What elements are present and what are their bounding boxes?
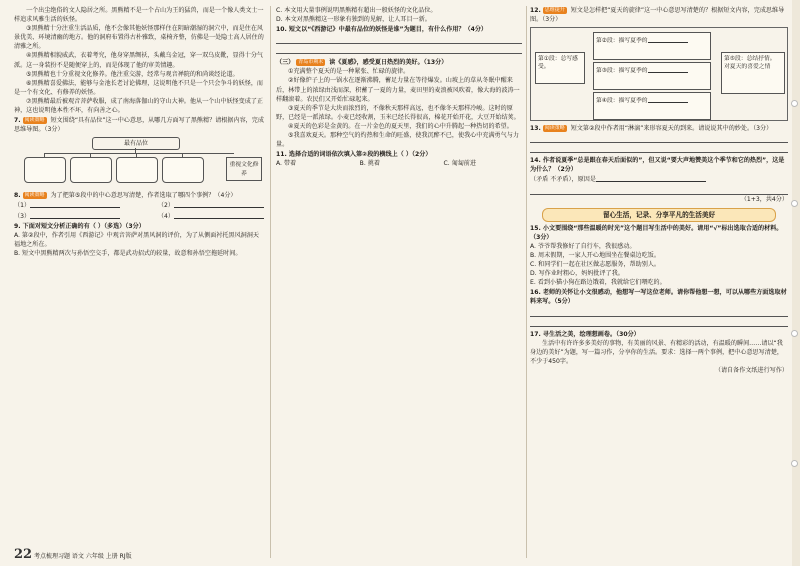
page-number: 22 [14,547,33,562]
option-a[interactable]: A. 带着 [276,160,297,168]
answer-label: （3） [14,212,31,220]
question-number: 8. [14,192,21,200]
paragraph: ③夏天的季节是大块而浓烈的，不像秋天那样高远，也不像冬天那样冷峻。这时的原野，已经是一派浓绿。小麦已经收割，玉米已经长得很高，棉花开始开花，大豆开始结荚。 [276,104,520,121]
strategy-tag: 阅读策略 [24,117,45,124]
question-text: 短文是怎样把“夏天的旋律”这一中心意思写清楚的？根据短文内容，完成思维导图。（3分） [530,7,785,24]
paragraph: ⑤我喜欢夏天。那种空气的灼热和生命的旺盛，使我沉醉不已，使我心中充满勇气与力量。 [276,132,519,149]
binding-hole [791,330,798,337]
question-text: 短文围绕“具有品位”这一中心意思，从哪几方面写了黑熊精？请根据内容，完成思维导图。（3分） [14,117,264,134]
answer-line[interactable] [648,35,688,43]
binding-hole [791,100,798,107]
paragraph: 一个出尘绝俗的文人隐居之所。黑熊精不是一个占山为王的猛兽，而是一个像人类文士一样追求风雅生活的妖怪。 [14,7,264,24]
answer-box[interactable] [24,157,66,183]
mind-map [14,137,264,189]
option-a[interactable]: A. 爷爷帮我修好了自行车，我很感动。 [530,242,636,250]
option-e[interactable]: E. 看到小猫小狗在路边饿着，我就给它们喂吃的。 [530,279,666,287]
answer-line[interactable] [174,211,264,219]
question-8 [14,191,264,200]
option-b[interactable]: B. 短文中黑熊精两次与孙悟空交手，都是武功招式的较量，故意和孙悟空拖延时间。 [14,249,242,257]
binding-hole [791,200,798,207]
paragraph: ④黑熊精相貌威武，衣着考究，他身穿黑绸袄，头戴乌金冠，穿一双乌皮靴，显得十分气派。这一身装扮不是随便穿上的，而是体现了他的审美情趣。 [14,52,264,69]
answer-line[interactable] [30,200,120,208]
option-c[interactable]: C. 和同学们一起在社区做志愿服务，帮助别人。 [530,261,661,269]
right-column [530,6,788,375]
diagram-box [593,32,711,60]
paragraph: ⑥黑熊精喜爱佛法，能够与金池长老讨论佛理，这说明他不只是一个只会争斗的妖怪，而是一个有文化、有修养的妖怪。 [14,79,264,96]
question-16: 16. 老师的关怀让小文很感动，他想写一写这位老师。请你帮他想一想，可以从哪些方面选取材料来写。（5分） [530,289,787,306]
question-11: 11. 选择合适的词语依次填入第②段的横线上（ ）（2分） [276,151,432,159]
mind-map-result: 重视文化修养 [226,157,262,181]
question-number: 7. [14,117,21,125]
diagram-box: 第①段：总写感受。 [535,52,585,84]
answer-lines[interactable] [530,185,788,195]
answer-line[interactable] [648,95,688,103]
question-13 [530,124,788,133]
section-banner: 留心生活，记录、分享平凡的生活美好 [542,208,776,222]
answer-row [14,211,264,221]
mind-map-title: 最有品位 [92,137,180,150]
answer-lines[interactable] [530,307,788,327]
option-d[interactable]: D. 本文对黑熊精这一形象有独到的见解，让人耳目一新。 [276,16,431,24]
diagram-box [721,52,785,94]
question-10: 10. 短文以“《西游记》中最有品位的妖怪是谁”为题目，有什么作用？（4分） [276,26,488,34]
answer-prompt: （矛盾 不矛盾），原因是 [530,176,596,184]
question-text: 为了把第⑤段中的中心意思写清楚，作者选取了哪四个事例？（4分） [50,192,237,200]
page-edge-bar [792,0,800,566]
column-divider [526,6,527,558]
answer-lines[interactable] [276,34,522,54]
middle-column [276,6,522,168]
diagram-text: 第④段：描写夏季的 [596,98,648,105]
paragraph: ①充满整个夏天的是一种紧张、忙碌的旋律。 [288,68,410,76]
answer-line[interactable] [174,200,264,208]
paragraph: 生活中有许许多多美好的事物，有美丽的风景、有精彩的活动，有温暖的瞬间……请以“我身边的美好”为题，写一篇习作，分享你的生活。要求：选择一两个事例，把中心意思写清楚，不少于450字。 [530,339,784,365]
answer-line[interactable] [596,174,706,182]
strategy-tag: 阅读策略 [24,192,45,199]
diagram-text: 对夏天的喜爱之情 [724,64,771,71]
question-text: 短文第②段中作者用“淋漓”来形容夏天的到来。请说说其中的妙处。（3分） [570,125,773,133]
answer-box[interactable] [162,157,204,183]
question-9: 9. 下面对短文分析正确的有（ ）（多选）（3分） [14,222,145,230]
diagram-text: 第③段：描写夏季的 [596,68,648,75]
option-c[interactable]: C. 匍匐前进 [443,160,476,168]
diagram-text: 第②段：描写夏季的 [596,38,648,45]
answer-lines[interactable] [530,133,788,153]
question-15: 15. 小文要围绕“那些温暖的时光”这个题目写生活中的美好。请用“√”标出选取合适的材料。（3分） [530,224,783,241]
answer-label: （2） [157,202,174,210]
answer-line[interactable] [648,65,688,73]
column-divider [270,6,271,558]
answer-line-row [530,174,788,184]
left-column [14,6,264,258]
diagram-text: 第⑤段：总结抒情。 [724,56,776,63]
binding-hole [791,460,798,467]
paragraph: ③黑熊精十分注重生活品质，他不会像其他妖怪那样住在阴暗潮湿的洞穴中，而是住在风景优美、环境清幽的地方。他的洞府布置得古朴雅致，桌椅齐整，仿佛是一处隐士高人居住的清雅之所。 [14,25,264,51]
question-14: 14. 作者说夏季“总是跟在春天后面似的”，但又说“要大声地赞美这个季节和它的热烈”，这是为什么？（2分） [530,157,785,174]
writing-note: （请自备作文纸进行写作） [714,366,788,374]
question-12 [530,6,788,24]
answer-label: （4） [157,212,174,220]
strategy-tag: 阅读策略 [544,125,565,132]
option-b[interactable]: B. 周末假期，一家人开心地围坐在餐桌边吃饭。 [530,251,660,259]
diagram-box [593,62,711,90]
paragraph: ②好像炉子上的一锅水在逐渐沸腾，蓄足力量在等待爆发。山坡上的草从冬眠中醒来后，林带上的浓绿由浅而深，积蓄了一夏的力量，麦田里的麦浪被风吹着，像大海的波涛一样翻滚着。农民们又开始忙碌起来。 [276,77,520,103]
strategy-tag: 思维提升 [544,7,565,13]
section-title: 读《夏感》，感受夏日热烈的美好。（13分） [329,59,448,67]
question-7 [14,116,264,134]
connector [44,153,234,154]
answer-box[interactable] [116,157,158,183]
question-17: 17. 寻生活之美，绘理想画卷。（30分） [530,330,640,338]
answer-label: （1） [14,202,31,210]
page-footer [14,547,264,562]
paragraph: ⑤黑熊精也十分重视文化修养。他注重交游，经常与观音禅院的和尚谈经论道。 [26,70,239,78]
option-d[interactable]: D. 写作业时粗心，妈妈批评了我。 [530,270,624,278]
structure-diagram [530,27,788,121]
answer-row [14,200,264,210]
section-three-heading [276,58,522,67]
section-number: （三） [276,59,295,67]
question-number: 13. [530,125,541,133]
paragraph: ⑦黑熊精最后被观音菩萨收服，成了南海落伽山的守山大神。他从一个山中妖怪变成了正神，这也说明他本性不坏，有向善之心。 [14,97,264,115]
option-b[interactable]: B. 挑着 [359,160,380,168]
answer-line[interactable] [30,211,120,219]
question-number: 12. [530,7,541,14]
diagram-box [593,92,711,120]
answer-box[interactable] [70,157,112,183]
score-note: （1+3，共4分） [740,195,788,203]
source-tag: 青岛市期末 [298,59,324,66]
option-c[interactable]: C. 本文用大量事例说明黑熊精有超出一般妖怪的文化品位。 [276,7,437,14]
paragraph: ④夏天的色彩是金黄的。在一片金色的夏天里，我们的心中升腾起一种热切的希望。 [288,122,513,130]
options-row [276,159,476,168]
footer-text: 考点梳理习题 语文 六年级 上册 RJ版 [34,553,132,560]
option-a[interactable]: A. 第②段中，作者引用《西游记》中观音菩萨对黑风洞的评价，为了从侧面衬托黑风洞洞天福地之所在。 [14,231,259,248]
